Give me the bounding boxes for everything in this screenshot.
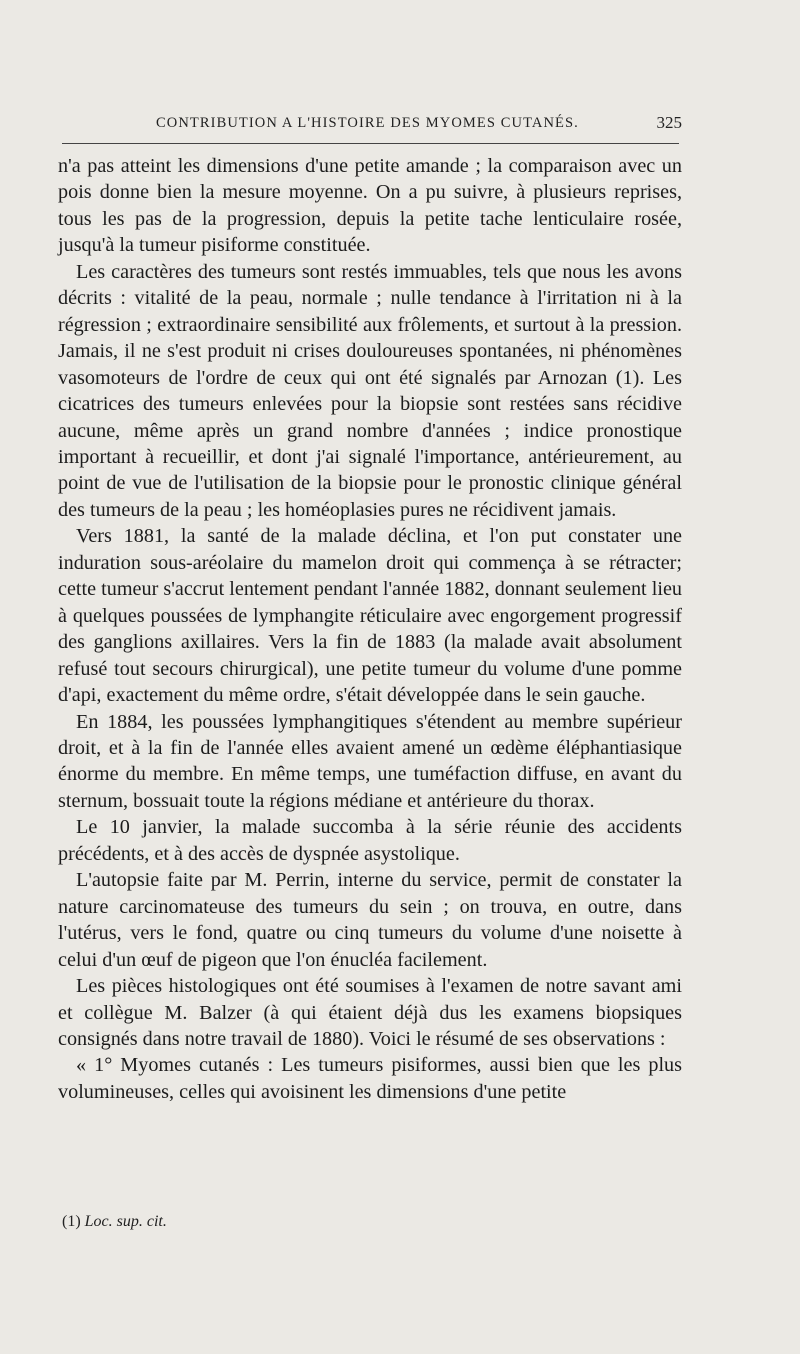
footnote-citation: Loc. sup. cit. [84,1213,167,1230]
footnote [62,1213,167,1231]
header-rule [62,143,679,144]
footnote-ref: (1) [62,1213,81,1230]
paragraph: « 1° Myomes cutanés : Les tumeurs pisiformes, aussi bien que les plus volumineuses, celles qui avoisinent les dimensions d'une petite [58,1054,682,1103]
paragraph: Vers 1881, la santé de la malade déclina, et l'on put constater une induration sous-aréolaire du mamelon droit qui commença à se rétracter; cette tumeur s'accrut lentement pendant l'année 1882, donnant seulement lieu à quelques poussées de lymphangite réticulaire avec engorgement progressif des ganglions axillaires. Vers la fin de 1883 (la malade avait absolument refusé tout secours chirurgical), une petite tumeur du volume d'une pomme d'api, exactement du même ordre, s'était développée dans le sein gauche. [58,525,682,707]
paragraph: Les caractères des tumeurs sont restés immuables, tels que nous les avons décrits : vitalité de la peau, normale ; nulle tendance à l'irritation ni à la régression ; extraordinaire sensibilité aux frôlements, et surtout à la pression. Jamais, il ne s'est produit ni crises douloureuses spontanées, ni phénomènes vasomoteurs de l'ordre de ceux qui ont été signalés par Arnozan (1). Les cicatrices des tumeurs enlevées pour la biopsie sont restées sans récidive aucune, même après un grand nombre d'années ; indice pronostique important à recueillir, et dont j'ai signalé l'importance, antérieurement, au point de vue de l'utilisation de la biopsie pour le pronostic clinique général des tumeurs de la peau ; les homéoplasies pures ne récidivent jamais. [58,260,682,521]
page-header [64,112,682,136]
page-number: 325 [656,113,682,132]
paragraph: Les pièces histologiques ont été soumises à l'examen de notre savant ami et collègue M. Balzer (à qui étaient déjà dus les examens biopsiques consignés dans notre travail de 1880). Voici le résumé de ses observations : [58,975,682,1050]
paragraph: n'a pas atteint les dimensions d'une petite amande ; la comparaison avec un pois donne bien la mesure moyenne. On a pu suivre, à plusieurs reprises, tous les pas de la progression, depuis la petite tache lenticulaire rosée, jusqu'à la tumeur pisiforme constituée. [58,155,682,257]
body-text [58,153,682,1105]
paragraph: Le 10 janvier, la malade succomba à la série réunie des accidents précédents, et à des accès de dyspnée asystolique. [58,816,682,865]
paragraph: L'autopsie faite par M. Perrin, interne du service, permit de constater la nature carcinomateuse des tumeurs du sein ; on trouva, en outre, dans l'utérus, vers le fond, quatre ou cinq tumeurs du volume d'une noisette à celui d'un œuf de pigeon que l'on énucléa facilement. [58,869,682,971]
running-title: CONTRIBUTION A L'HISTOIRE DES MYOMES CUTANÉS. [156,115,579,131]
paragraph: En 1884, les poussées lymphangitiques s'étendent au membre supérieur droit, et à la fin de l'année elles avaient amené un œdème éléphantiasique énorme du membre. En même temps, une tuméfaction diffuse, en avant du sternum, bossuait toute la régions médiane et antérieure du thorax. [58,710,682,812]
